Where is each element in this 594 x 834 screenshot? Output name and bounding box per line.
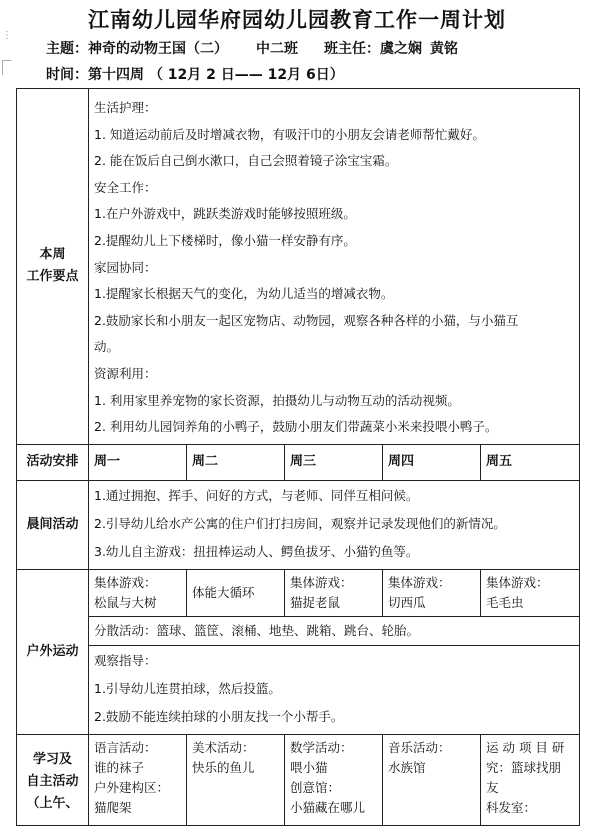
theme-row xyxy=(46,38,458,58)
focus-line: 1.提醒家长根据天气的变化，为幼儿适当的增减衣物。 xyxy=(94,286,394,302)
study-row xyxy=(17,734,580,825)
teacher-name-1: 虞之娴 xyxy=(380,41,422,57)
day-wednesday: 周三 xyxy=(285,444,383,480)
page-title: 江南幼儿园华府园幼儿园教育工作一周计划 xyxy=(88,7,506,32)
focus-line: 家园协同： xyxy=(94,259,157,275)
theme-value: 神奇的动物王国（二） xyxy=(88,41,228,57)
guide-line: 1.引导幼儿连贯拍球，然后投篮。 xyxy=(94,680,281,696)
focus-line: 2.提醒幼儿上下楼梯时，像小猫一样安静有序。 xyxy=(94,232,356,248)
outdoor-scattered-row xyxy=(17,616,580,645)
focus-line: 2. 能在饭后自己倒水漱口，自己会照着镜子涂宝宝霜。 xyxy=(94,153,398,169)
schedule-label: 活动安排 xyxy=(17,444,89,480)
outdoor-scattered: 分散活动：篮球、篮筐、滚桶、地垫、跳箱、跳台、轮胎。 xyxy=(89,616,580,645)
outdoor-game-wednesday: 集体游戏： 猫捉老鼠 xyxy=(285,569,383,616)
teacher-name-2: 黄铭 xyxy=(430,41,458,57)
outdoor-games-row xyxy=(17,569,580,616)
weekly-plan-table xyxy=(16,88,580,826)
study-friday: 运 动 项 目 研 究：篮球找朋 友 科发室： xyxy=(481,734,580,825)
focus-line: 2.鼓励家长和小朋友一起区宠物店、动物园，观察各种各样的小猫，与小猫互 xyxy=(94,312,519,328)
time-value: 第十四周 （ 12月 2 日—— 12月 6日） xyxy=(88,67,344,83)
teacher-label: 班主任： xyxy=(324,41,380,57)
outdoor-guide-row xyxy=(17,645,580,734)
day-tuesday: 周二 xyxy=(187,444,285,480)
focus-line: 动。 xyxy=(94,339,120,355)
day-friday: 周五 xyxy=(481,444,580,480)
focus-label: 本周 工作要点 xyxy=(17,89,89,445)
guide-line: 观察指导： xyxy=(94,652,157,668)
morning-line: 3.幼儿自主游戏：扭扭棒运动人、鳄鱼拔牙、小猫钓鱼等。 xyxy=(94,543,419,559)
outdoor-guide xyxy=(89,645,580,734)
class-name: 中二班 xyxy=(256,41,298,57)
morning-label: 晨间活动 xyxy=(17,480,89,569)
guide-line: 2.鼓励不能连续拍球的小朋友找一个小帮手。 xyxy=(94,708,344,724)
focus-line: 安全工作： xyxy=(94,179,157,195)
focus-line: 2. 利用幼儿园饲养角的小鸭子，鼓励小朋友们带蔬菜小米来投喂小鸭子。 xyxy=(94,419,498,435)
schedule-row xyxy=(17,444,580,480)
focus-line: 1. 知道运动前后及时增减衣物，有吸汗巾的小朋友会请老师帮忙戴好。 xyxy=(94,126,485,142)
day-monday: 周一 xyxy=(89,444,187,480)
outdoor-label: 户外运动 xyxy=(17,569,89,734)
page-corner-mark xyxy=(2,60,11,75)
morning-content xyxy=(89,480,580,569)
time-row xyxy=(46,64,344,84)
theme-label: 主题： xyxy=(46,41,88,57)
study-monday: 语言活动： 谁的袜子 户外建构区： 猫爬架 xyxy=(89,734,187,825)
outdoor-game-tuesday: 体能大循环 xyxy=(187,569,285,616)
focus-line: 生活护理： xyxy=(94,100,157,115)
focus-line: 1. 利用家里养宠物的家长资源，拍摄幼儿与动物互动的活动视频。 xyxy=(94,392,460,408)
time-label: 时间： xyxy=(46,67,88,83)
study-tuesday: 美术活动： 快乐的鱼儿 xyxy=(187,734,285,825)
outdoor-game-thursday: 集体游戏： 切西瓜 xyxy=(383,569,481,616)
focus-line: 资源利用： xyxy=(94,365,157,381)
study-thursday: 音乐活动： 水族馆 xyxy=(383,734,481,825)
focus-row xyxy=(17,89,580,445)
study-wednesday: 数学活动： 喂小猫 创意馆： 小猫藏在哪儿 xyxy=(285,734,383,825)
focus-line: 1.在户外游戏中，跳跃类游戏时能够按照班级。 xyxy=(94,206,356,222)
focus-content xyxy=(89,89,580,445)
morning-line: 1.通过拥抱、挥手、问好的方式，与老师、同伴互相问候。 xyxy=(94,487,419,503)
outdoor-game-monday: 集体游戏： 松鼠与大树 xyxy=(89,569,187,616)
study-label: 学习及 自主活动 （上午、 xyxy=(17,734,89,825)
morning-line: 2.引导幼儿给水产公寓的住户们打扫房间，观察并记录发现他们的新情况。 xyxy=(94,515,506,531)
margin-mark: ⋮ xyxy=(2,30,12,41)
outdoor-game-friday: 集体游戏： 毛毛虫 xyxy=(481,569,580,616)
morning-row xyxy=(17,480,580,569)
day-thursday: 周四 xyxy=(383,444,481,480)
